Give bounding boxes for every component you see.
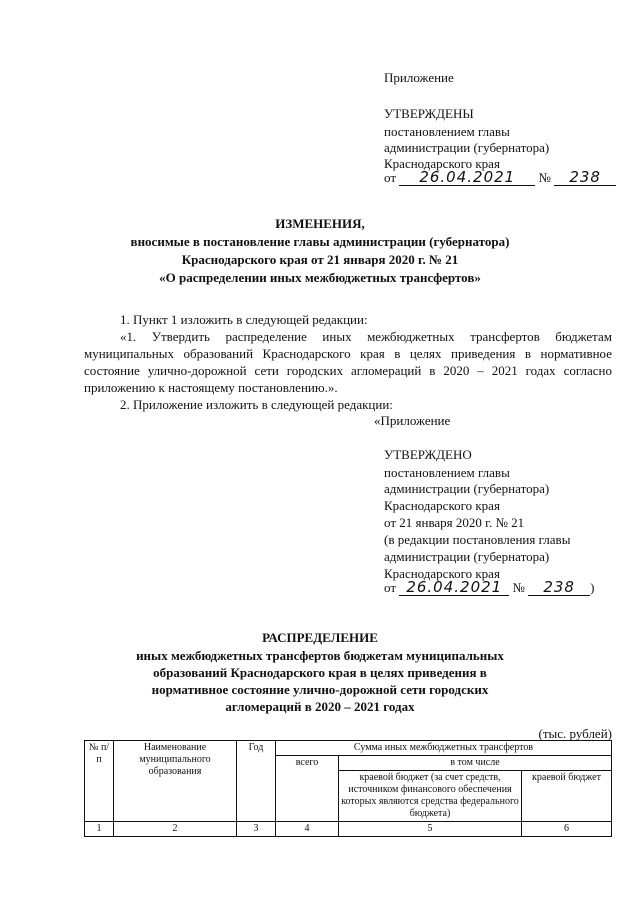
paragraph: 2. Приложение изложить в следующей редакции: — [120, 397, 393, 412]
approval-line: Краснодарского края — [384, 156, 500, 171]
col-header-no: № п/п — [85, 741, 114, 822]
approval-line: администрации (губернатора) — [384, 549, 550, 564]
handwritten-date: 26.04.2021 — [399, 170, 535, 186]
distribution-line: нормативное состояние улично-дорожной сети городских — [151, 682, 489, 697]
handwritten-number: 238 — [554, 170, 616, 186]
col-header-sum: Сумма иных межбюджетных трансфертов — [276, 741, 612, 756]
approved-label: УТВЕРЖДЕНО — [384, 447, 472, 462]
units-label: (тыс. рублей) — [538, 726, 612, 741]
paragraph: «1. Утвердить распределение иных межбюджетных трансфертов бюджетам муниципальных образований Краснодарского края в целях приведения в нормативное состояние улично-дорожной сети городских агломераций в 2020 – 2021 годах согласно приложению к настоящему постановлению.». — [84, 329, 612, 395]
approval-date-line — [384, 580, 595, 596]
table-header-row — [85, 741, 612, 756]
approved-label: УТВЕРЖДЕНЫ — [384, 106, 474, 121]
col-header-name: Наименование муниципального образования — [114, 741, 237, 822]
approval-line: постановлением главы — [384, 124, 510, 139]
approval-line: Краснодарского края — [384, 566, 500, 581]
col-number: 2 — [114, 822, 237, 837]
doc-title-line: Краснодарского края от 21 января 2020 г. № 21 — [181, 252, 459, 267]
approval-line: от 21 января 2020 г. № 21 — [384, 515, 525, 530]
col-number: 3 — [237, 822, 276, 837]
from-label: от — [384, 580, 397, 595]
closing-paren: ) — [590, 580, 595, 595]
col-header-total: всего — [276, 756, 339, 822]
handwritten-date: 26.04.2021 — [399, 580, 509, 596]
doc-heading: ИЗМЕНЕНИЯ, — [275, 216, 365, 231]
table-row — [85, 822, 612, 837]
col-number: 1 — [85, 822, 114, 837]
col-header-regional: краевой бюджет — [522, 771, 612, 822]
col-header-incl: в том числе — [339, 756, 612, 771]
col-number: 4 — [276, 822, 339, 837]
distribution-line: агломераций в 2020 – 2021 годах — [225, 699, 415, 714]
approval-line: администрации (губернатора) — [384, 481, 550, 496]
approval-line: постановлением главы — [384, 465, 510, 480]
number-label: № — [538, 170, 551, 185]
col-number: 6 — [522, 822, 612, 837]
from-label: от — [384, 170, 397, 185]
appendix-label: «Приложение — [374, 413, 451, 428]
paragraph: 1. Пункт 1 изложить в следующей редакции: — [120, 312, 368, 327]
appendix-label: Приложение — [384, 70, 454, 85]
handwritten-number: 238 — [528, 580, 590, 596]
doc-title-line: «О распределении иных межбюджетных трансфертов» — [159, 270, 481, 285]
distribution-line: образований Краснодарского края в целях приведения в — [153, 665, 487, 680]
col-header-year: Год — [237, 741, 276, 822]
distribution-table — [84, 740, 612, 837]
approval-line: (в редакции постановления главы — [384, 532, 571, 547]
approval-date-line — [384, 170, 616, 186]
approval-line: администрации (губернатора) — [384, 140, 550, 155]
col-number: 5 — [339, 822, 522, 837]
approval-line: Краснодарского края — [384, 498, 500, 513]
distribution-line: иных межбюджетных трансфертов бюджетам муниципальных — [136, 648, 504, 663]
col-header-regional-fed: краевой бюджет (за счет средств, источником финансового обеспечения которых являются средства федерального бюджета) — [339, 771, 522, 822]
distribution-heading: РАСПРЕДЕЛЕНИЕ — [262, 630, 378, 645]
doc-title-line: вносимые в постановление главы администрации (губернатора) — [130, 234, 510, 249]
number-label: № — [512, 580, 525, 595]
